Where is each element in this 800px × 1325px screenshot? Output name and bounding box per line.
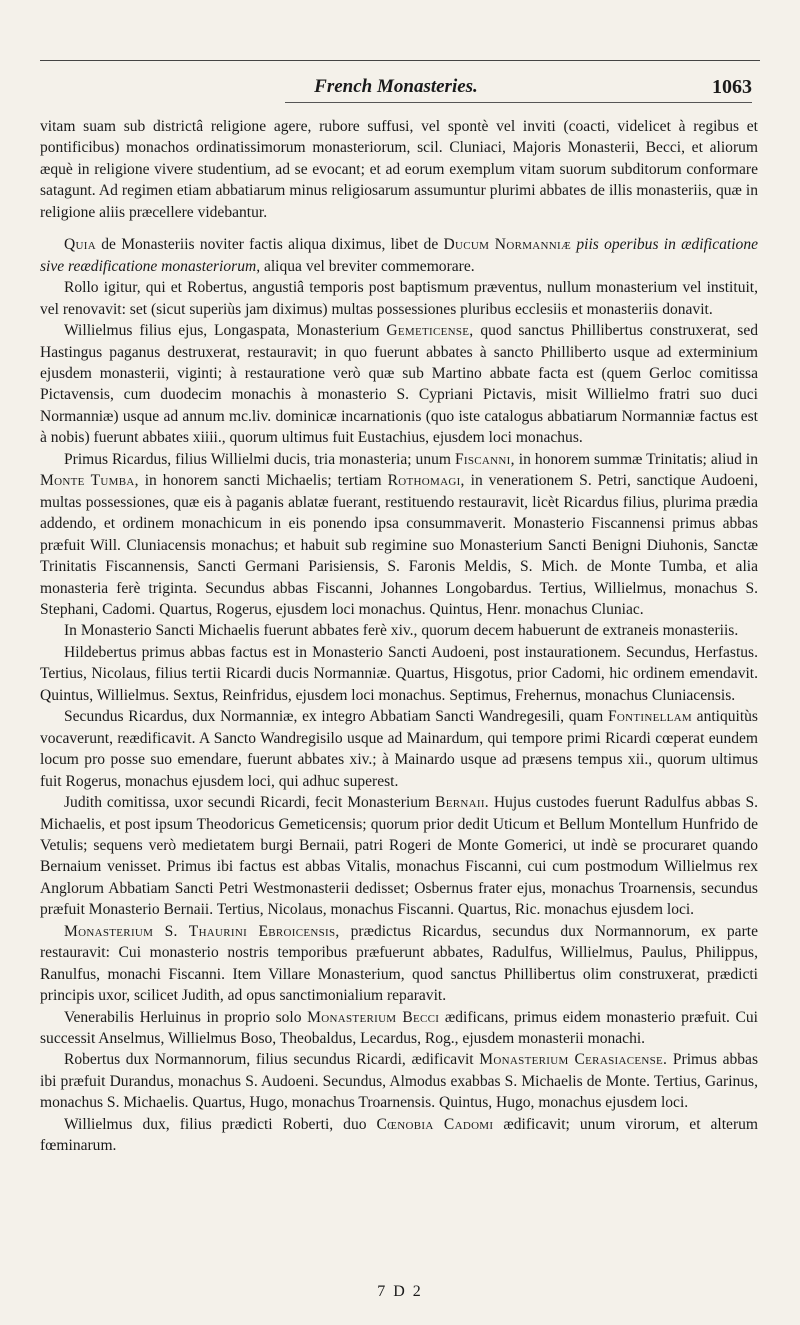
paragraph-12: Robertus dux Normannorum, filius secundus Ricardi, ædificavit Monasterium Cerasiacense. Primus abbas ibi præfuit Durandus, monachus S. Audoeni. Secundus, Almodus exabbas S. Michaelis de Monte. Tertius, Garinus, monachus S. Michaelis. Quartus, Hugo, monachus Troarnensis. Quintus, Hugo, monachus ejusdem loci.	[40, 1051, 758, 1112]
page-header	[40, 72, 752, 102]
signature-mark: 7 D 2	[377, 1283, 423, 1300]
paragraph-6: In Monasterio Sancti Michaelis fuerunt abbates ferè xiv., quorum decem habuerunt de extraneis monasteriis.	[64, 622, 739, 640]
place-gemeticense: Gemeticense,	[386, 322, 474, 340]
initial-word: Quia	[64, 236, 96, 254]
paragraph-3: Rollo igitur, qui et Robertus, angustiâ temporis post baptismum præventus, nullum monasterium vel instituit, vel renovavit: set (sicut superiùs jam diximus) multas possessiones pluribus ecclesiis et monasteriis donavit.	[40, 279, 758, 318]
place-fiscanni: Fiscanni,	[454, 450, 515, 468]
paragraph-5: Primus Ricardus, filius Willielmi ducis, tria monasteria; unum Fiscanni, in honorem summæ Trinitatis; aliud in Monte Tumba, in honorem sancti Michaelis; tertiam Rothomagi, in venerationem S. Petri, sanctique Audoeni, multas possessiones, quæ eis à paganis ablatæ fuerant, restituendo restauravit, licèt Ricardus filius, plurima prædia addendo, et ordinem monachicum in eis ponendo ipsa consummaverit. Monasterio Fiscannensi primus abbas præfuit Will. Cluniacensis monachus; et habuit sub regimine suo Monasterium Sancti Benigni Diuhonis, Sanctæ Trinitatis Fiscannensis, Sancti Germani Parisiensis, S. Faronis Meldis, S. Mich. de Monte Tumba, et alia monasteria ferè triginta. Secundus abbas Fiscanni, Johannes Longobardus. Tertius, Willielmus, monachus S. Stephani, Cadomi. Quartus, Rogerus, ejusdem loci monachus. Quintus, Henr. monachus Cluniac.	[40, 450, 758, 618]
top-rule	[40, 60, 760, 61]
paragraph-13: Willielmus dux, filius prædicti Roberti, duo Cœnobia Cadomi ædificavit; unum virorum, et alterum fœminarum.	[40, 1115, 759, 1155]
paragraph-8: Secundus Ricardus, dux Normanniæ, ex integro Abbatiam Sancti Wandregesili, quam Fontinellam antiquitùs vocaverunt, reædificavit. A Sancto Wandregisilo usque ad Mainardum, qui tempore primi Ricardi cœperat eundem locum pro posse suo emendare, fuerunt abbates xiv.; à Mainardo usque ad præsens tempus xii., quorum ultimus fuit Rogerus, monachus ejusdem loci, qui adhuc superest.	[40, 708, 758, 790]
header-rule	[285, 102, 752, 103]
place-thaurini: Monasterium S. Thaurini Ebroicensis,	[64, 922, 340, 940]
place-monte-tumba: Monte Tumba,	[40, 472, 139, 490]
paragraph-7: Hildebertus primus abbas factus est in Monasterio Sancti Audoeni, post instaurationem. Secundus, Herfastus. Tertius, Nicolaus, filius tertii Ricardi ducis Normanniæ. Quartus, Hisgotus, prior Cadomi, hic ordinem emendavit. Quintus, Willielmus. Sextus, Reinfridus, ejusdem loci monachus. Septimus, Frehernus, monachus Cluniacensis.	[40, 643, 758, 704]
italic-phrase: piis operibus in ædificatione sive reædificatione monasteriorum,	[40, 236, 759, 275]
place-bernaii: Bernaii.	[435, 794, 489, 812]
place-cerasiacense: Monasterium Cerasiacense.	[479, 1051, 668, 1069]
running-title: French Monasteries.	[314, 76, 478, 97]
paragraph-1: vitam suam sub districtâ religione agere, rubore suffusi, vel spontè vel inviti (coacti, videlicet à regibus et pontificibus) monachos ordinatissimorum monasteriorum, scil. Cluniaci, Majoris Monasterii, Becci, et aliorum æquè in religione vivere studentium, ad se evocant; et ad eorum exemplum vitam suorum subditorum conformare satagunt. Ad regimen etiam abbatiarum minus religiosarum assumuntur plurimi abbates de illis monasteriis, quæ in religione aliis præcellere videbantur.	[40, 118, 758, 221]
place-cadomi: Cœnobia Cadomi	[376, 1115, 494, 1133]
place-becci: Monasterium Becci	[307, 1008, 440, 1026]
dukes-of-normandy: Ducum Normanniæ	[443, 236, 572, 254]
paragraph-9: Judith comitissa, uxor secundi Ricardi, fecit Monasterium Bernaii. Hujus custodes fuerunt Radulfus abbas S. Michaelis, et post ipsum Theodoricus Gemeticensis; quorum prior dedit Uticum et Bellum Montellum Hunfrido de Vetulis; sequens verò medietatem burgi Bernaii, patri Rogeri de Monte Gomerici, ut indè se procuraret quando Bernaium venisset. Primus ibi factus est abbas Vitalis, monachus Fiscanni, cui cum postmodum Willielmus rex Anglorum Abbatiam Sancti Petri Westmonasterii dedisset; Osbernus frater ejus, monachus Troarnensis, secundus præfuit Monasterio Bernaii. Tertius, Nicolaus, monachus Fiscanni. Quartus, Ric. monachus ejusdem loci.	[40, 794, 758, 919]
paragraph-2: Quia de Monasteriis noviter factis aliqua diximus, libet de Ducum Normanniæ piis operibus in ædificatione sive reædificatione monasteriorum, aliqua vel breviter commemorare.	[40, 236, 759, 275]
place-fontinellam: Fontinellam	[607, 708, 692, 726]
paragraph-11: Venerabilis Herluinus in proprio solo Monasterium Becci ædificans, primus eidem monasterio præfuit. Cui successit Anselmus, Willielmus Boso, Theobaldus, Lecardus, Rog., ejusdem monasterii monachi.	[40, 1008, 758, 1048]
page-number: 1063	[712, 76, 752, 98]
body-text	[40, 116, 758, 1157]
place-rothomagi: Rothomagi,	[387, 472, 465, 490]
paragraph-10: Monasterium S. Thaurini Ebroicensis, prædictus Ricardus, secundus dux Normannorum, ex parte restauravit: Cui monasterio nostris temporibus præfuerunt abbates, Radulfus, Willielmus, Paulus, Philippus, Ranulfus, monachi Fiscanni. Item Villare Monasterium, quod sanctus Phillibertus olim construxerat, prædicti principis uxor, scilicet Judith, ad opus sanctimonialium reparavit.	[40, 922, 758, 1005]
paragraph-4: Willielmus filius ejus, Longaspata, Monasterium Gemeticense, quod sanctus Phillibertus construxerat, sed Hastingus paganus destruxerat, restauravit; in quo fuerunt abbates à sancto Philliberto usque ad exterminium ejusdem monasterii, viginti; à restauratione verò quæ sub Martino abbate facta est (quem Gerloc comitissa Pictavensis, cum duodecim monachis à monasterio S. Cypriani Pictavis, misit Willielmo fratri suo duci Normanniæ) usque ad annum mc.liv. dominicæ incarnationis (quo iste catalogus abbatiarum Normanniæ factus est à nobis) fuerunt abbates xiiii., quorum ultimus fuit Eustachius, ejusdem loci monachus.	[40, 322, 758, 447]
